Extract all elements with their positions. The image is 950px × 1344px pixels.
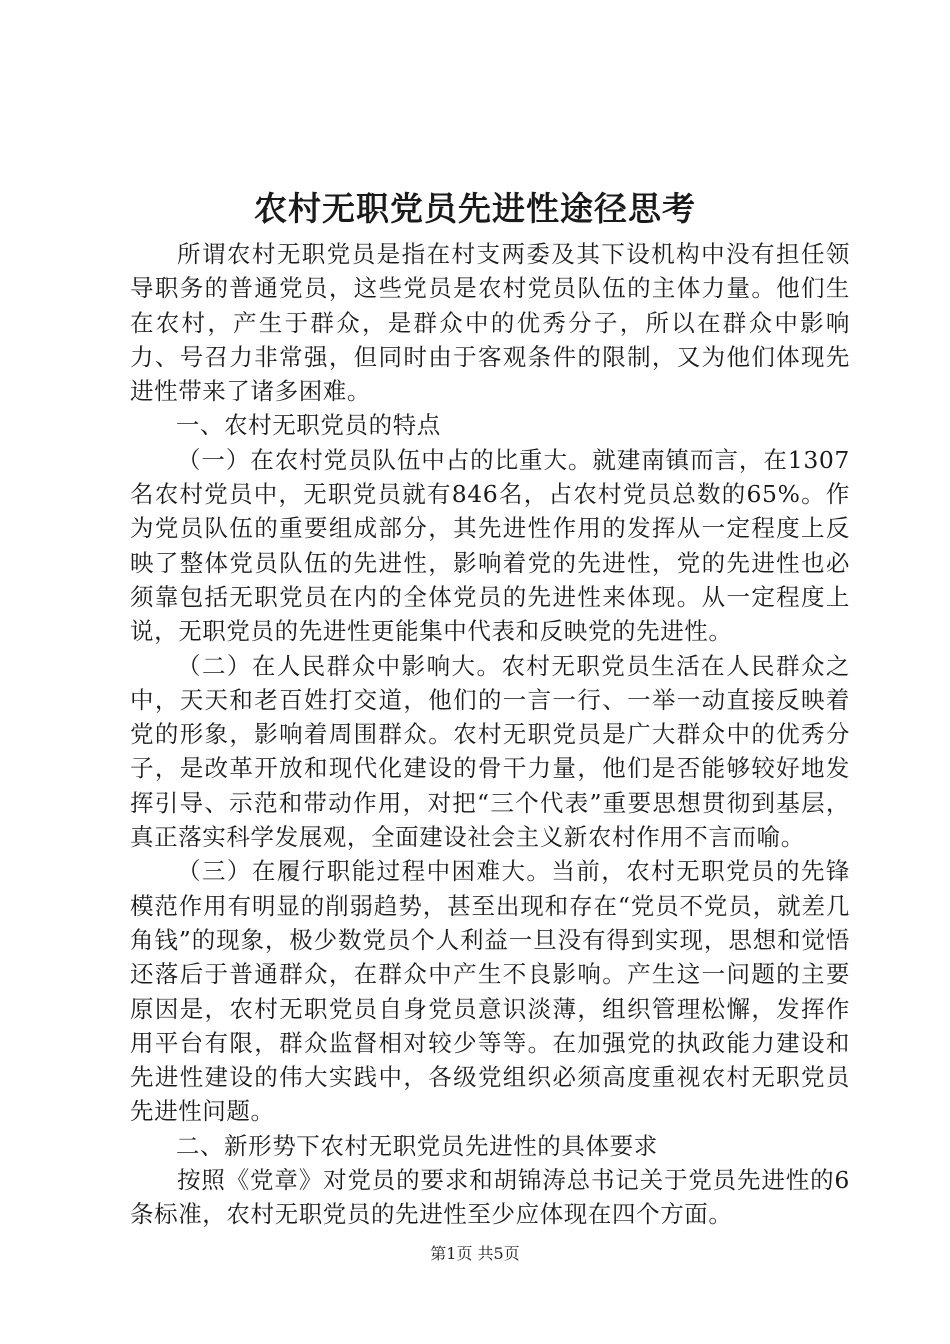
paragraph-requirements: 按照《党章》对党员的要求和胡锦涛总书记关于党员先进性的6条标准，农村无职党员的先进性至少应体现在四个方面。 <box>130 1166 850 1229</box>
paragraph-intro: 所谓农村无职党员是指在村支两委及其下设机构中没有担任领导职务的普通党员，这些党员是农村党员队伍的主体力量。他们生在农村，产生于群众，是群众中的优秀分子，所以在群众中影响力、号召力非常强，但同时由于客观条件的限制，又为他们体现先进性带来了诸多困难。 <box>130 240 850 406</box>
paragraph-point-1: （一）在农村党员队伍中占的比重大。就建南镇而言，在1307名农村党员中，无职党员就有846名，占农村党员总数的65%。作为党员队伍的重要组成部分，其先进性作用的发挥从一定程度上反映了整体党员队伍的先进性，影响着党的先进性，党的先进性也必须靠包括无职党员在内的全体党员的先进性来体现。从一定程度上说，无职党员的先进性更能集中代表和反映党的先进性。 <box>130 445 850 646</box>
document-body <box>130 237 850 1232</box>
document-title: 农村无职党员先进性途径思考 <box>254 189 696 228</box>
paragraph-point-3: （三）在履行职能过程中困难大。当前，农村无职党员的先锋模范作用有明显的削弱趋势，甚至出现和存在“党员不党员，就差几角钱”的现象，极少数党员个人利益一旦没有得到实现，思想和觉悟还落后于普通群众，在群众中产生不良影响。产生这一问题的主要原因是，农村无职党员自身党员意识淡薄，组织管理松懈，发挥作用平台有限，群众监督相对较少等等。在加强党的执政能力建设和先进性建设的伟大实践中，各级党组织必须高度重视农村无职党员先进性问题。 <box>130 857 850 1126</box>
page-footer: 第1页 共5页 <box>430 1244 520 1263</box>
paragraph-point-2: （二）在人民群众中影响大。农村无职党员生活在人民群众之中，天天和老百姓打交道，他们的一言一行、一举一动直接反映着党的形象，影响着周围群众。农村无职党员是广大群众中的优秀分子，是改革开放和现代化建设的骨干力量，他们是否能够较好地发挥引导、示范和带动作用，对把“三个代表”重要思想贯彻到基层，真正落实科学发展观，全面建设社会主义新农村作用不言而喻。 <box>130 651 850 852</box>
section-heading-2: 二、新形势下农村无职党员先进性的具体要求 <box>175 1131 658 1160</box>
section-heading-1: 一、农村无职党员的特点 <box>175 411 441 440</box>
